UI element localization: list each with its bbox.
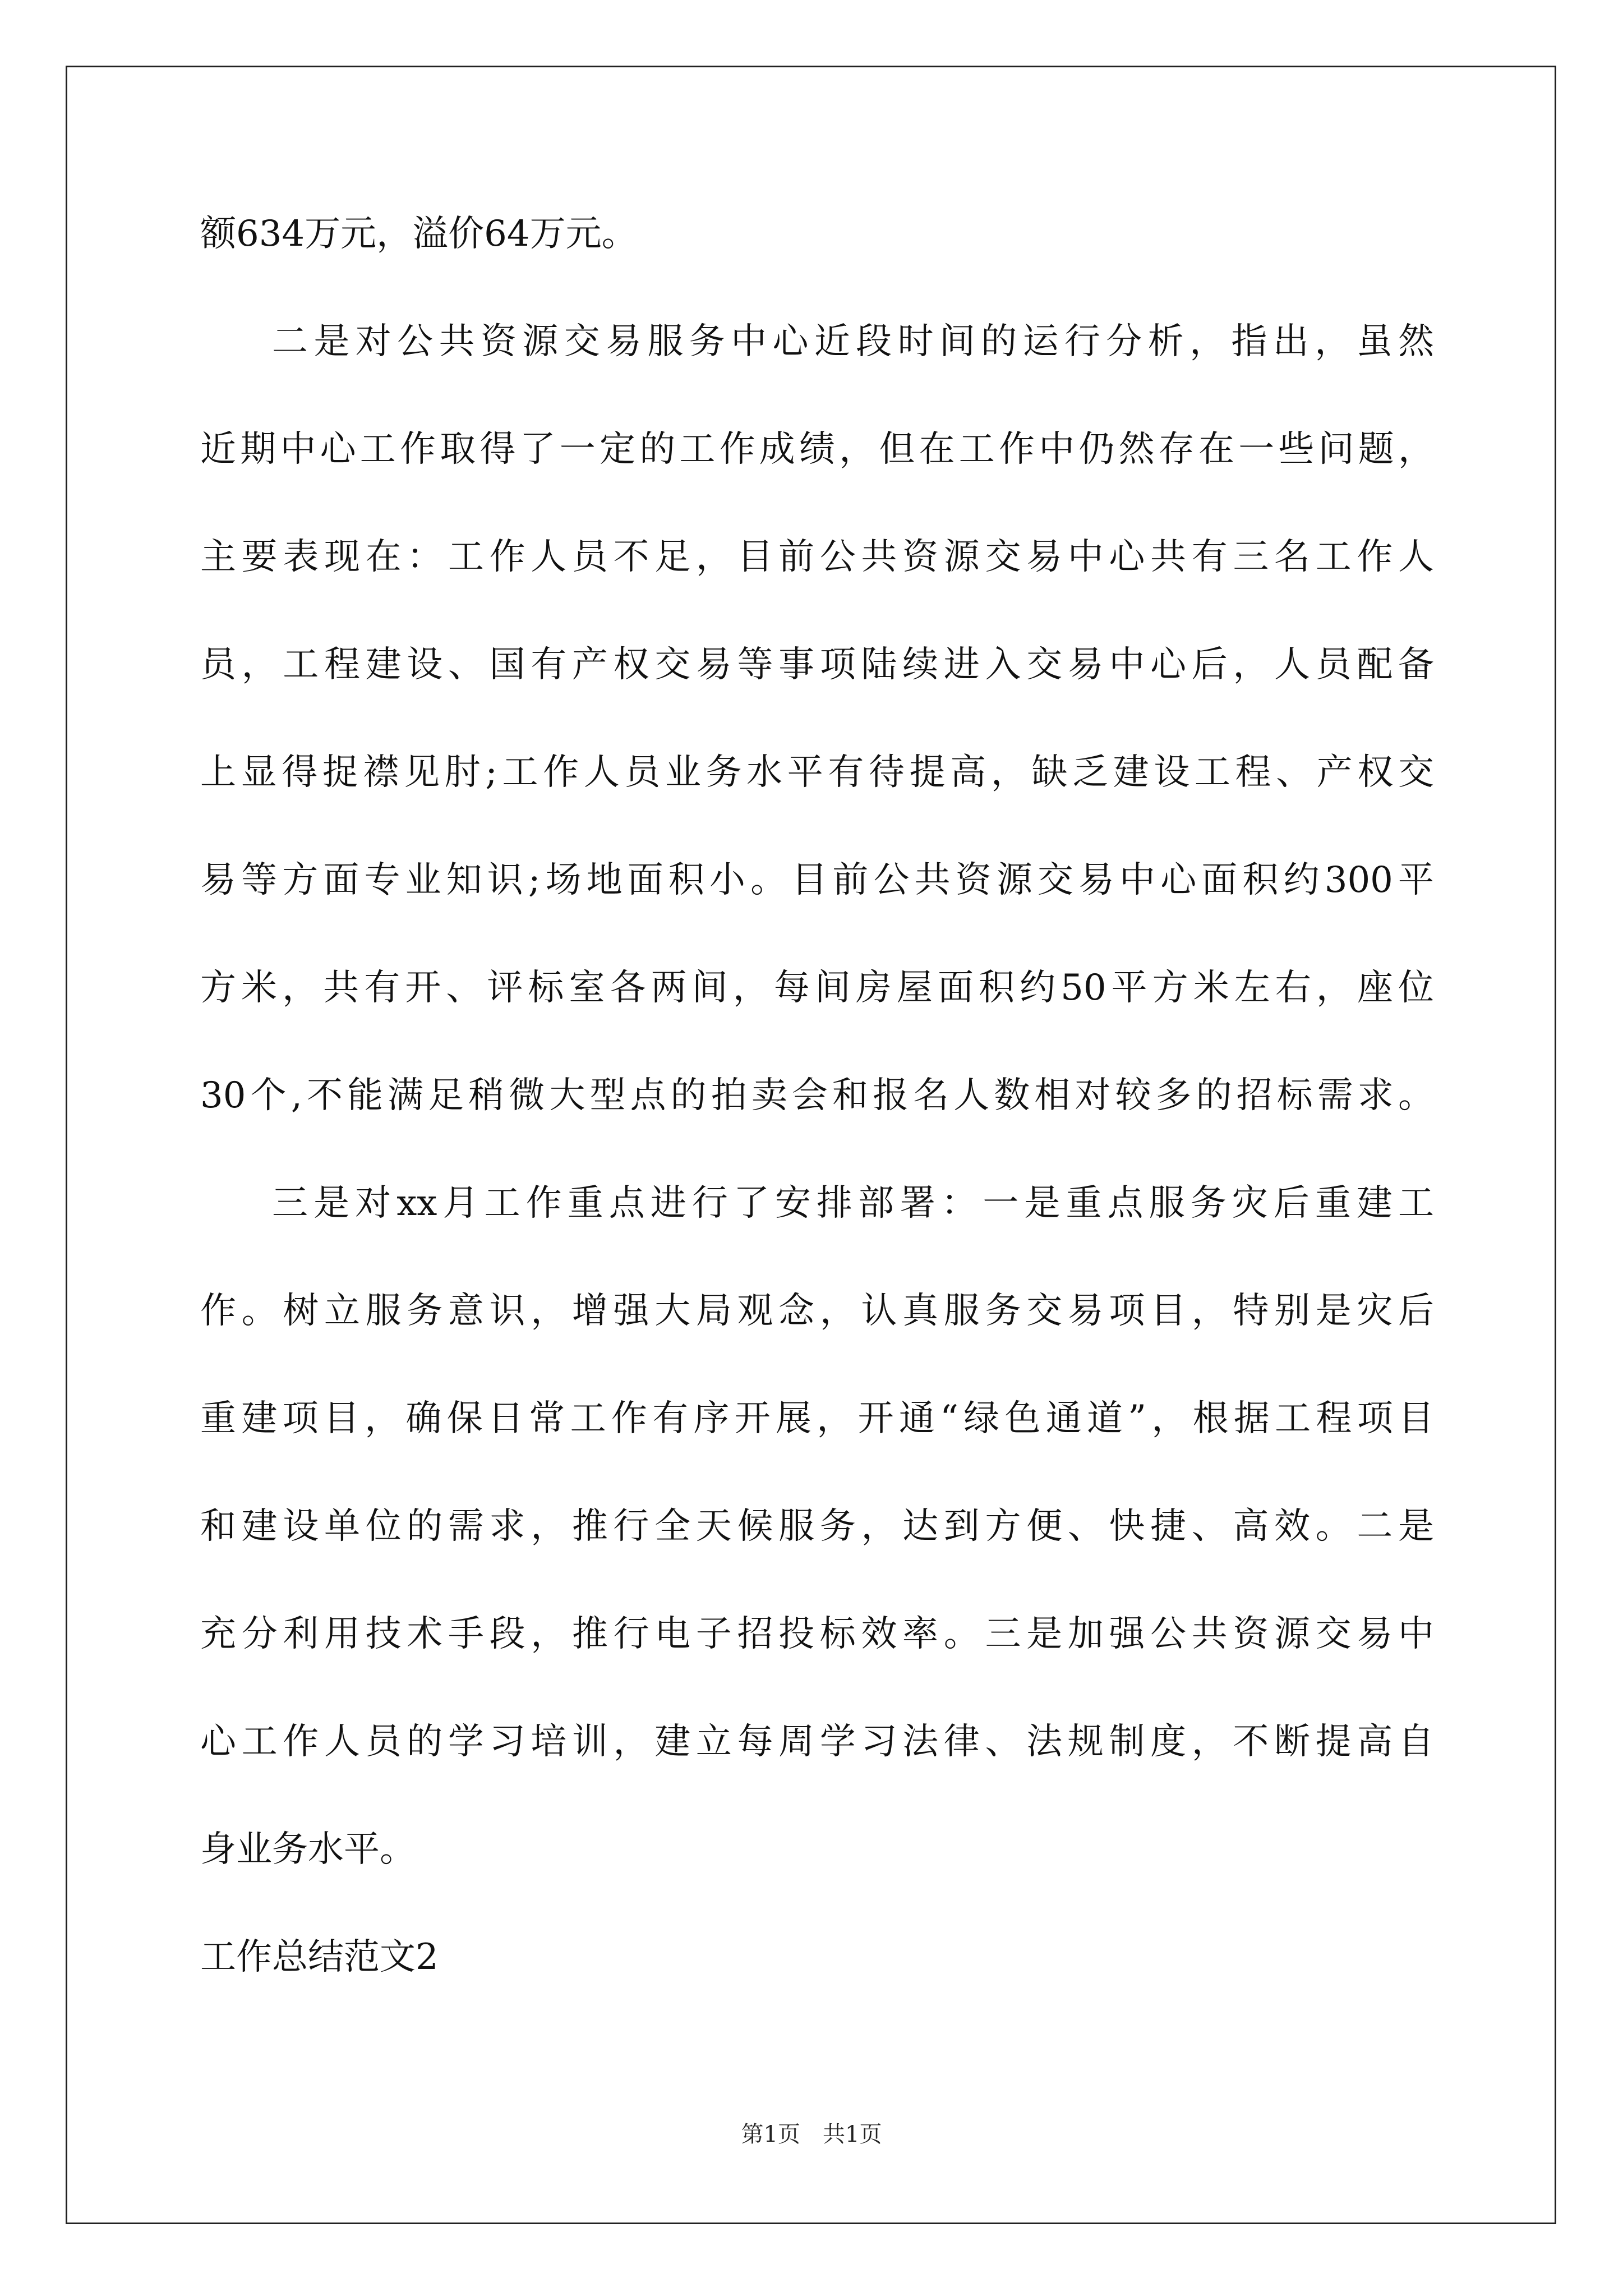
- paragraph-line: 易等方面专业知识;场地面积小。目前公共资源交易中心面积约300平: [200, 859, 1434, 901]
- document-body: [200, 213, 1434, 1978]
- paragraph-line: 员，工程建设、国有产权交易等事项陆续进入交易中心后，人员配备: [200, 644, 1434, 685]
- paragraph-line: 心工作人员的学习培训，建立每周学习法律、法规制度，不断提高自: [200, 1721, 1434, 1763]
- paragraph-line: 充分利用技术手段，推行电子招投标效率。三是加强公共资源交易中: [200, 1613, 1434, 1655]
- section-heading: 工作总结范文2: [200, 1936, 439, 1978]
- paragraph-line: 身业务水平。: [200, 1829, 416, 1870]
- paragraph-line: 作。树立服务意识，增强大局观念，认真服务交易项目，特别是灾后: [200, 1290, 1434, 1332]
- paragraph-line: 30个,不能满足稍微大型点的拍卖会和报名人数相对较多的招标需求。: [200, 1075, 1434, 1116]
- page-footer: 第1页 共1页: [741, 2122, 882, 2147]
- paragraph-line: 方米，共有开、评标室各两间，每间房屋面积约50平方米左右，座位: [200, 967, 1434, 1009]
- paragraph-line: 二是对公共资源交易服务中心近段时间的运行分析，指出，虽然: [272, 321, 1434, 362]
- paragraph-line: 主要表现在：工作人员不足，目前公共资源交易中心共有三名工作人: [200, 536, 1434, 578]
- paragraph-line: 重建项目，确保日常工作有序开展，开通“绿色通道”，根据工程项目: [200, 1398, 1434, 1439]
- paragraph-line: 上显得捉襟见肘;工作人员业务水平有待提高，缺乏建设工程、产权交: [200, 752, 1434, 793]
- paragraph-line: 额634万元，溢价64万元。: [200, 213, 638, 255]
- paragraph-line: 三是对xx月工作重点进行了安排部署：一是重点服务灾后重建工: [272, 1182, 1434, 1224]
- paragraph-line: 近期中心工作取得了一定的工作成绩，但在工作中仍然存在一些问题，: [200, 429, 1434, 470]
- paragraph-line: 和建设单位的需求，推行全天候服务，达到方便、快捷、高效。二是: [200, 1506, 1434, 1547]
